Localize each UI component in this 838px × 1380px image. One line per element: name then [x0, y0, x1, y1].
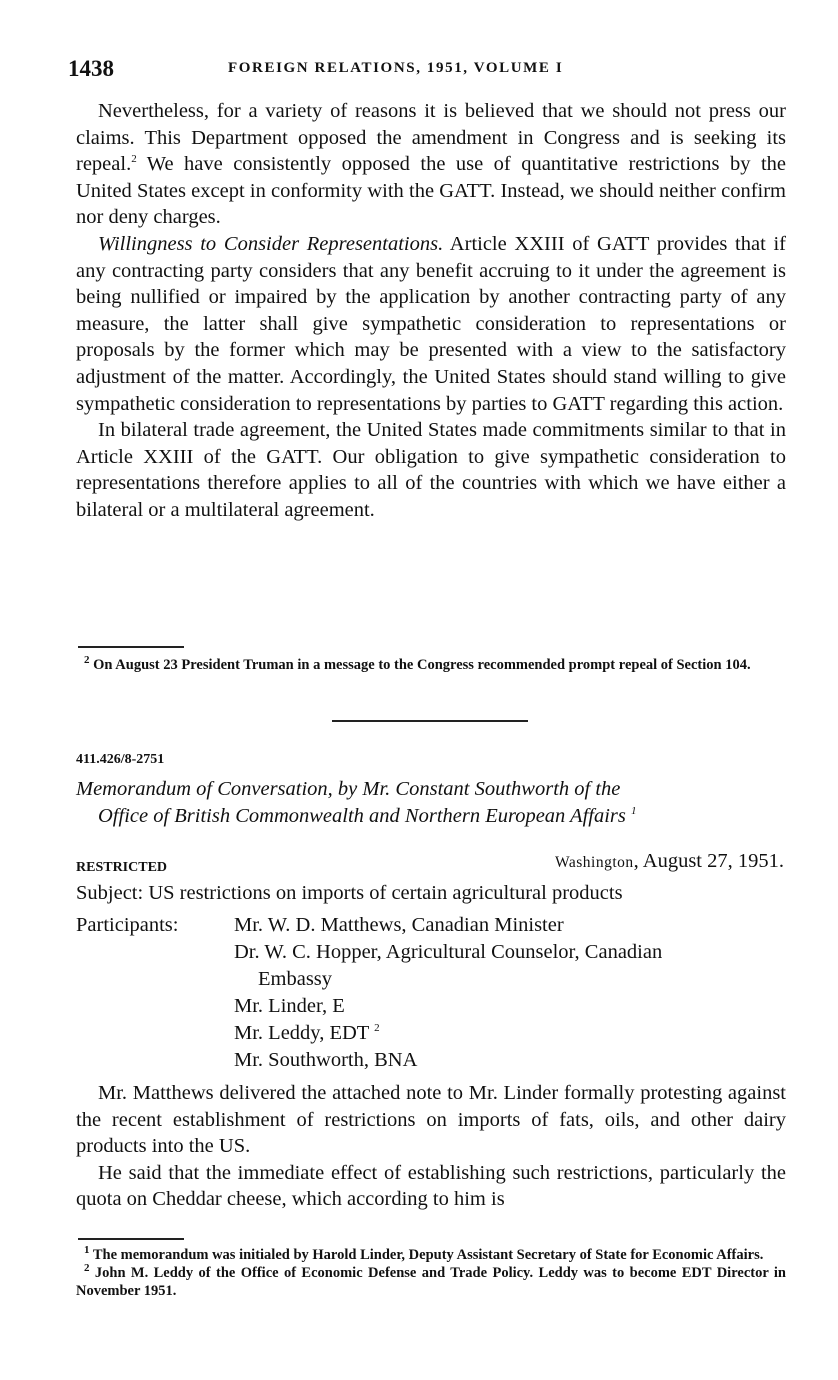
footnote-2	[76, 1264, 786, 1300]
footnote-text: The memorandum was initialed by Harold Linder, Deputy Assistant Secretary of State for Economic Affairs.	[89, 1247, 764, 1263]
paragraph-text: In bilateral trade agreement, the United States made commitments similar to that in Article XXIII of the GATT. Our obligation to give sympathetic consideration to representations therefore applies to all of the countries with which we have either a bilateral or a multilateral agreement.	[76, 419, 786, 521]
paragraph-matthews: Mr. Matthews delivered the attached note to Mr. Linder formally protesting against the recent establishment of restrictions on imports of fats, oils, and other dairy products into the US.	[76, 1082, 786, 1158]
place: Washington	[554, 854, 634, 871]
top-text-block	[76, 98, 786, 524]
footnote-ref: 1	[631, 805, 637, 818]
paragraph-willingness	[76, 231, 786, 417]
footnote-1	[76, 1246, 786, 1264]
footnote-2	[76, 656, 786, 674]
footnote-section-top	[76, 656, 786, 674]
participant-text: Dr. W. C. Hopper, Agricultural Counselor, Canadian	[234, 941, 663, 963]
file-number: 411.426/8-2751	[76, 752, 165, 767]
paragraph-immediate-effect: He said that the immediate effect of establishing such restrictions, particularly the quota on Cheddar cheese, which according to him is	[76, 1161, 786, 1211]
section-divider	[332, 720, 528, 722]
memo-title	[76, 776, 788, 830]
participants-label: Participants:	[76, 914, 179, 936]
paragraph-bilateral	[76, 417, 786, 523]
footnote-ref: 2	[131, 153, 137, 166]
footnote-divider	[78, 1238, 184, 1240]
footnote-marker: 2	[84, 1262, 90, 1275]
participant-text: Mr. W. D. Matthews, Canadian Minister	[234, 914, 564, 936]
memo-title-line-2-text: Office of British Commonwealth and Northern European Affairs	[98, 805, 626, 827]
classification-label: RESTRICTED	[76, 860, 168, 875]
participant-item	[234, 939, 788, 966]
page-header	[68, 56, 780, 86]
footnote-ref: 2	[374, 1022, 380, 1035]
participant-text: Mr. Leddy, EDT	[234, 1022, 369, 1044]
subject-label: Subject:	[76, 882, 144, 904]
participant-text: Mr. Southworth, BNA	[234, 1049, 418, 1071]
participant-text: Embassy	[258, 968, 333, 990]
subject-line	[76, 880, 788, 907]
bottom-text-block	[76, 1080, 786, 1213]
paragraph-text: Article XXIII of GATT provides that if any contracting party considers that any benefit accruing to it under the agreement is being nullified or impaired by the application by another contracting party of any measure, the latter shall give sympathetic consideration to representations or proposals by the former which may be presented with a view to the satisfactory adjustment of the matter. Accordingly, the United States should stand willing to give sympathetic consideration to representations by parties to GATT regarding this action.	[76, 232, 786, 415]
date: , August 27, 1951.	[633, 850, 784, 872]
footnote-divider	[78, 646, 184, 648]
footnote-text: On August 23 President Truman in a message to the Congress recommended prompt repeal of Section 104.	[89, 657, 751, 673]
participant-item	[234, 912, 788, 939]
footnote-marker: 2	[84, 654, 90, 667]
place-date	[555, 850, 784, 873]
participant-item	[234, 1047, 788, 1074]
footnote-text: John M. Leddy of the Office of Economic Defense and Trade Policy. Leddy was to become EDT Director in November 1951.	[76, 1265, 786, 1299]
memo-title-line-1: Memorandum of Conversation, by Mr. Constant Southworth of the	[76, 778, 621, 800]
paragraph-text-continued: We have consistently opposed the use of quantitative restrictions by the United States except in conformity with the GATT. Instead, we should neither confirm nor deny charges.	[76, 153, 786, 229]
participant-item	[234, 1020, 788, 1047]
paragraph-text: Nevertheless, for a variety of reasons it is believed that we should not press our claims. This Department opposed the amendment in Congress and is seeking its repeal.	[76, 100, 786, 176]
paragraph-lead-heading: Willingness to Consider Representations.	[98, 232, 444, 255]
participants-list	[234, 912, 788, 1074]
memo-title-line-2	[76, 803, 788, 830]
running-head: FOREIGN RELATIONS, 1951, VOLUME I	[228, 60, 564, 76]
footnote-marker: 1	[84, 1244, 90, 1257]
participant-item	[234, 993, 788, 1020]
page-number: 1438	[68, 56, 114, 81]
subject-text: US restrictions on imports of certain agricultural products	[143, 882, 623, 904]
participant-item-continued	[234, 966, 788, 993]
footnote-section-bottom	[76, 1246, 786, 1300]
participant-text: Mr. Linder, E	[234, 995, 345, 1017]
paragraph-nevertheless	[76, 98, 786, 231]
